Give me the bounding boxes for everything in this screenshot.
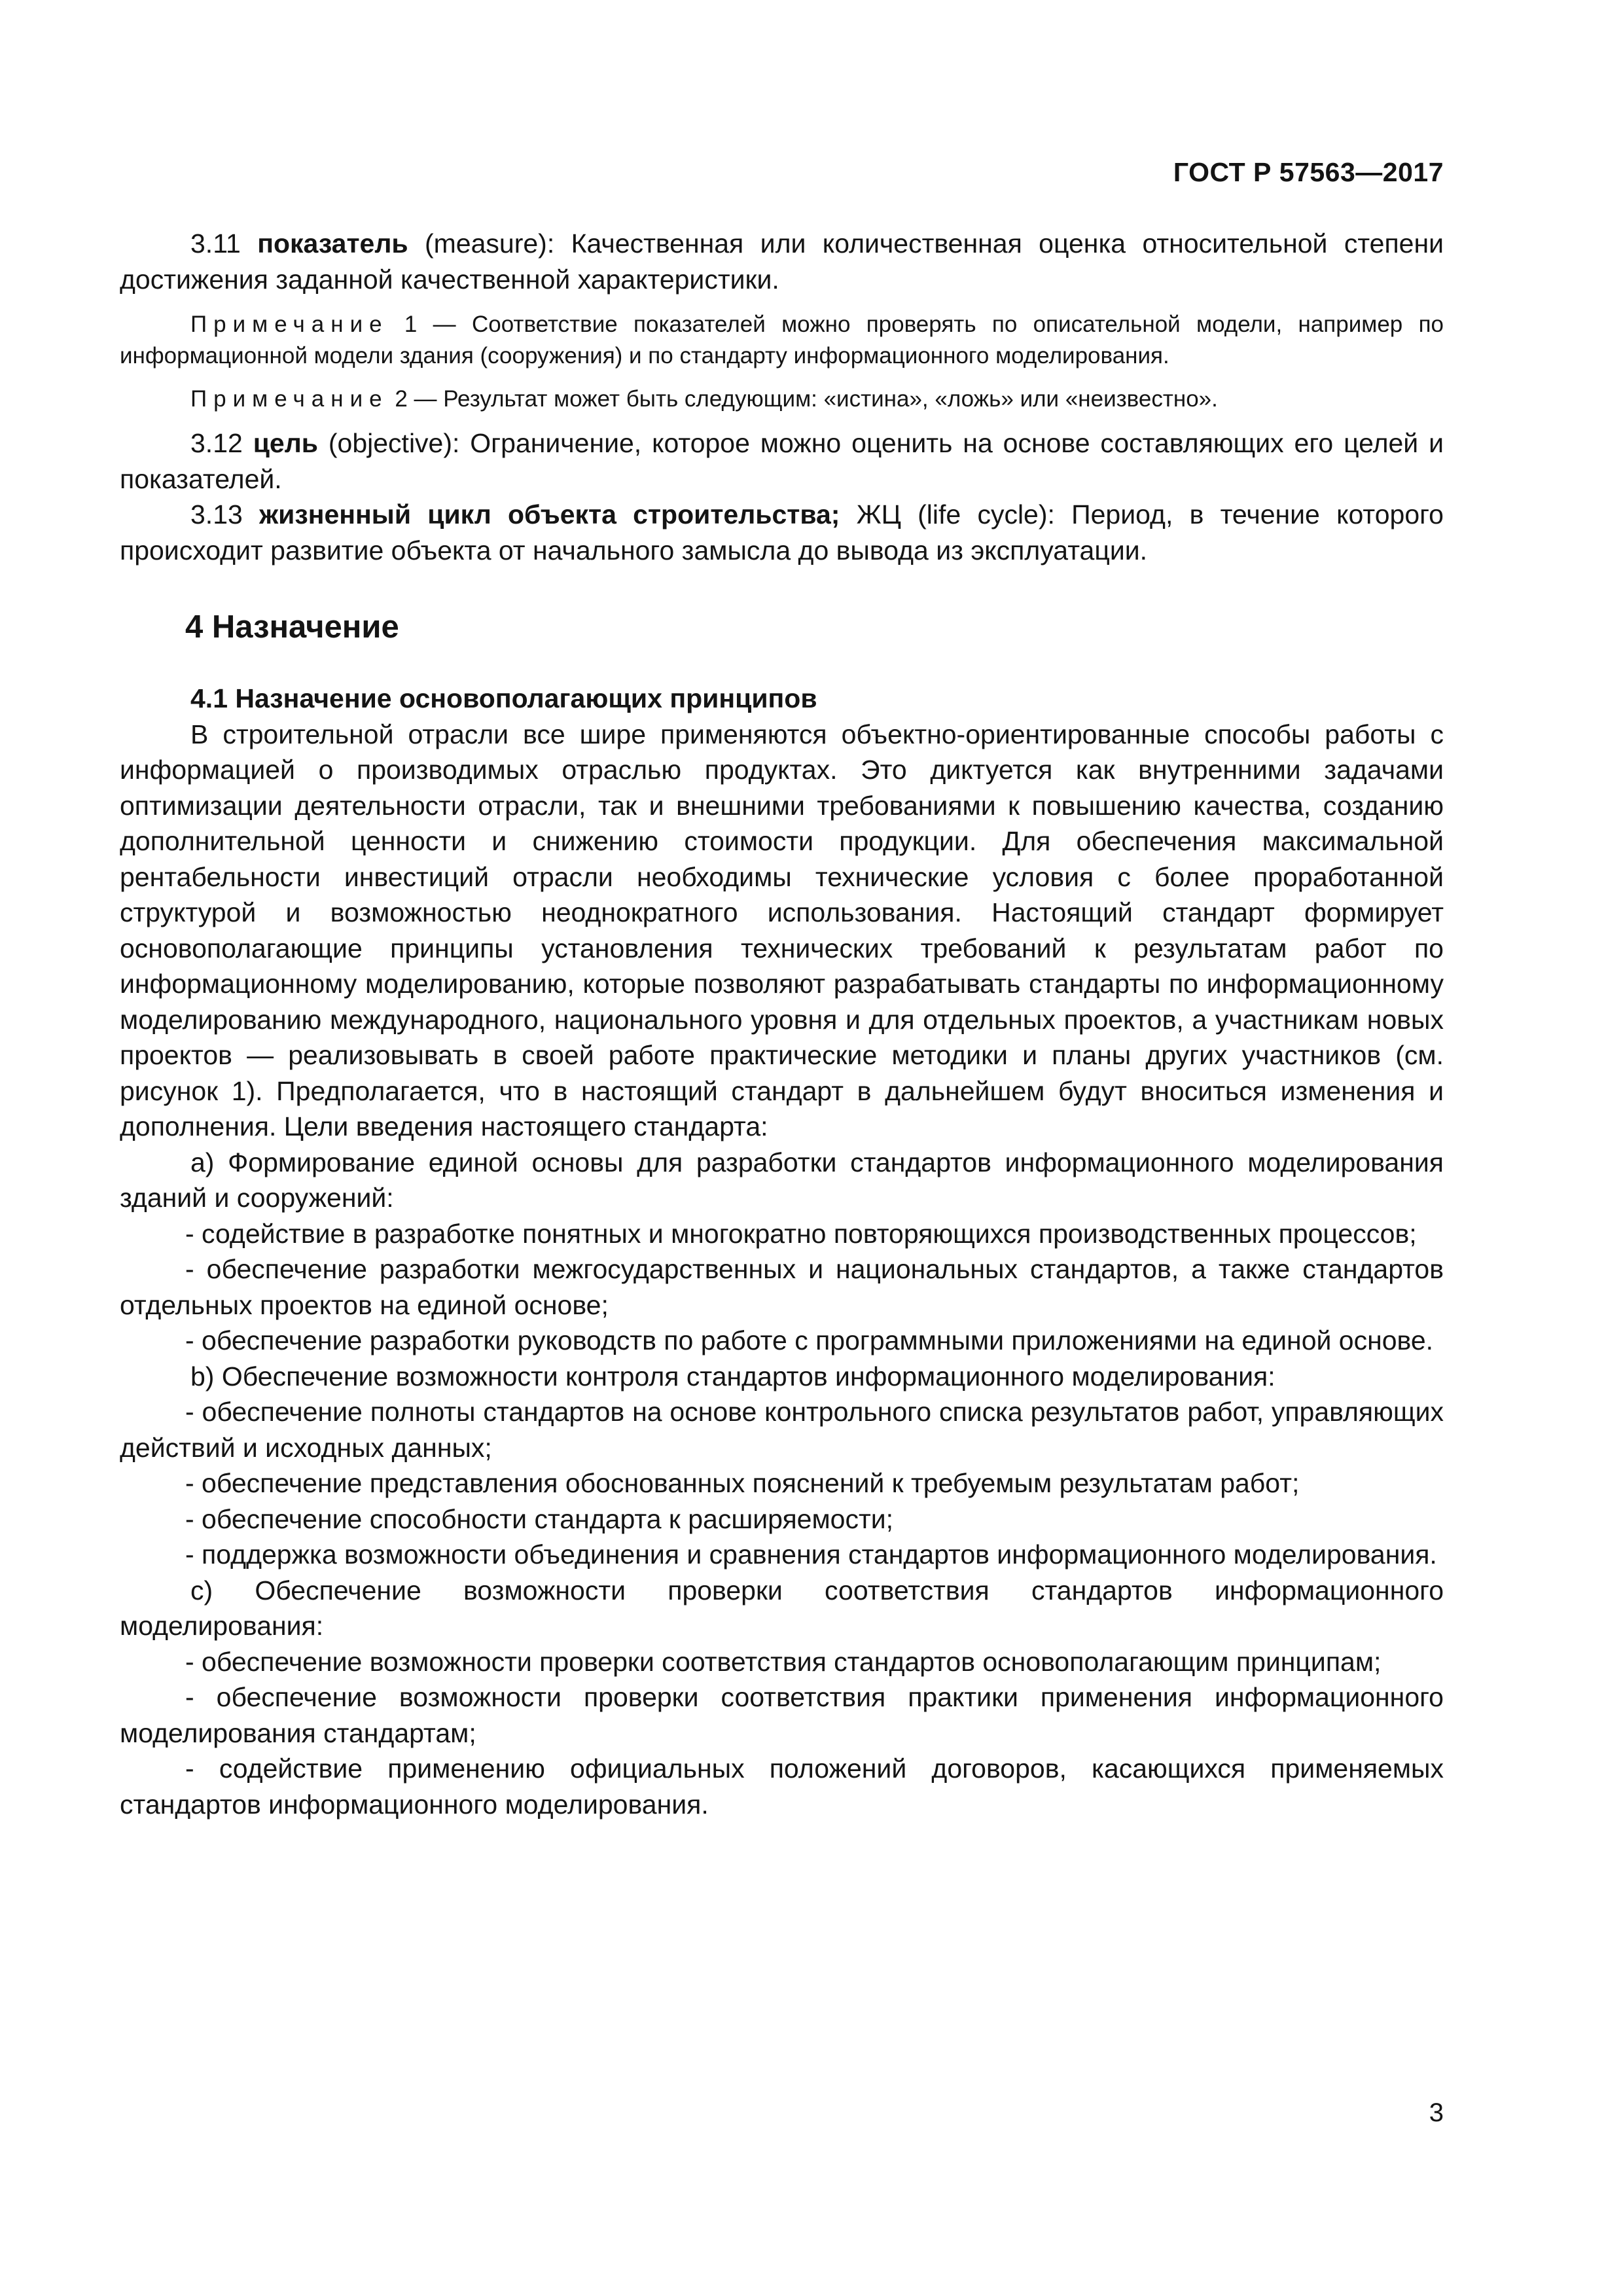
definition-number: 3.12 — [190, 428, 243, 458]
list-item: - обеспечение представления обоснованных пояснений к требуемым результатам работ; — [185, 1468, 1300, 1498]
definition-3-12 — [120, 425, 1444, 497]
page-number: 3 — [1429, 2098, 1444, 2127]
note-label: Примечание — [190, 386, 389, 412]
definition-number: 3.11 — [190, 228, 241, 259]
list-item: - обеспечение возможности проверки соответствия стандартов основополагающим принципам; — [185, 1646, 1382, 1677]
note-2 — [120, 384, 1444, 415]
definition-term: показатель — [257, 228, 408, 259]
definition-number: 3.13 — [190, 499, 243, 529]
note-label: Примечание — [190, 312, 389, 337]
definition-term: жизненный цикл объекта строительства; — [259, 499, 840, 529]
list-item: - поддержка возможности объединения и сравнения стандартов информационного моделирования. — [185, 1539, 1437, 1570]
list-item: - содействие в разработке понятных и многократно повторяющихся производственных процессов; — [185, 1218, 1417, 1249]
definition-text: (measure): Качественная или количественная оценка относительной степени достижения заданной качественной характеристики. — [120, 228, 1444, 295]
definition-text: ЖЦ (life cycle): Период, в течение которого происходит развитие объекта от начального замысла до вывода из эксплуатации. — [120, 499, 1444, 565]
list-item: - обеспечение разработки межгосударственных и национальных стандартов, а также стандартов отдельных проектов на единой основе; — [120, 1254, 1444, 1320]
list-item: - обеспечение разработки руководств по работе с программными приложениями на единой основе. — [185, 1325, 1434, 1355]
definition-text: (objective): Ограничение, которое можно оценить на основе составляющих его целей и показателей. — [120, 428, 1444, 494]
list-c-head: c) Обеспечение возможности проверки соответствия стандартов информационного моделирования: — [120, 1575, 1444, 1641]
intro-paragraph: В строительной отрасли все шире применяются объектно-ориентированные способы работы с информацией о производимых отраслью продуктах. Это диктуется как внутренними задачами оптимизации деятельности отрасли, так и внешними требованиями к повышению качества, созданию дополнительной ценности и снижению стоимости продукции. Для обеспечения максимальной рентабельности инвестиций отрасли необходимы технические условия с более проработанной структурой и возможностью неоднократного использования. Настоящий стандарт формирует основополагающие принципы установления технических требований к результатам работ по информационному моделированию, которые позволяют разрабатывать стандарты по информационному моделированию международного, национального уровня и для отдельных проектов, а участникам новых проектов — реализовывать в своей работе практические методики и планы других участников (см. рисунок 1). Предполагается, что в настоящий стандарт в дальнейшем будут вноситься изменения и дополнения. Цели введения настоящего стандарта: — [120, 719, 1444, 1141]
list-item: - содействие применению официальных положений договоров, касающихся применяемых стандартов информационного моделирования. — [120, 1753, 1444, 1820]
subsection-4-1-heading: 4.1 Назначение основополагающих принципов — [190, 683, 817, 713]
definition-3-13 — [120, 497, 1444, 568]
note-text: 2 — Результат может быть следующим: «истина», «ложь» или «неизвестно». — [388, 386, 1218, 412]
list-item: - обеспечение полноты стандартов на основе контрольного списка результатов работ, управляющих действий и исходных данных; — [120, 1397, 1444, 1463]
list-a-head: a) Формирование единой основы для разработки стандартов информационного моделирования зданий и сооружений: — [120, 1147, 1444, 1213]
document-page — [120, 0, 1444, 2296]
definition-3-11 — [120, 226, 1444, 297]
section-4-heading: 4 Назначение — [185, 609, 399, 645]
note-text: 1 — Соответствие показателей можно проверять по описательной модели, например по информационной модели здания (сооружения) и по стандарту информационного моделирования. — [120, 312, 1444, 368]
definition-term: цель — [253, 428, 318, 458]
list-b-head: b) Обеспечение возможности контроля стандартов информационного моделирования: — [190, 1361, 1275, 1391]
note-1 — [120, 309, 1444, 372]
page-content — [120, 226, 1444, 1822]
standard-id-header: ГОСТ Р 57563—2017 — [1173, 157, 1444, 187]
list-item: - обеспечение способности стандарта к расширяемости; — [185, 1503, 894, 1534]
list-item: - обеспечение возможности проверки соответствия практики применения информационного моделирования стандартам; — [120, 1682, 1444, 1748]
